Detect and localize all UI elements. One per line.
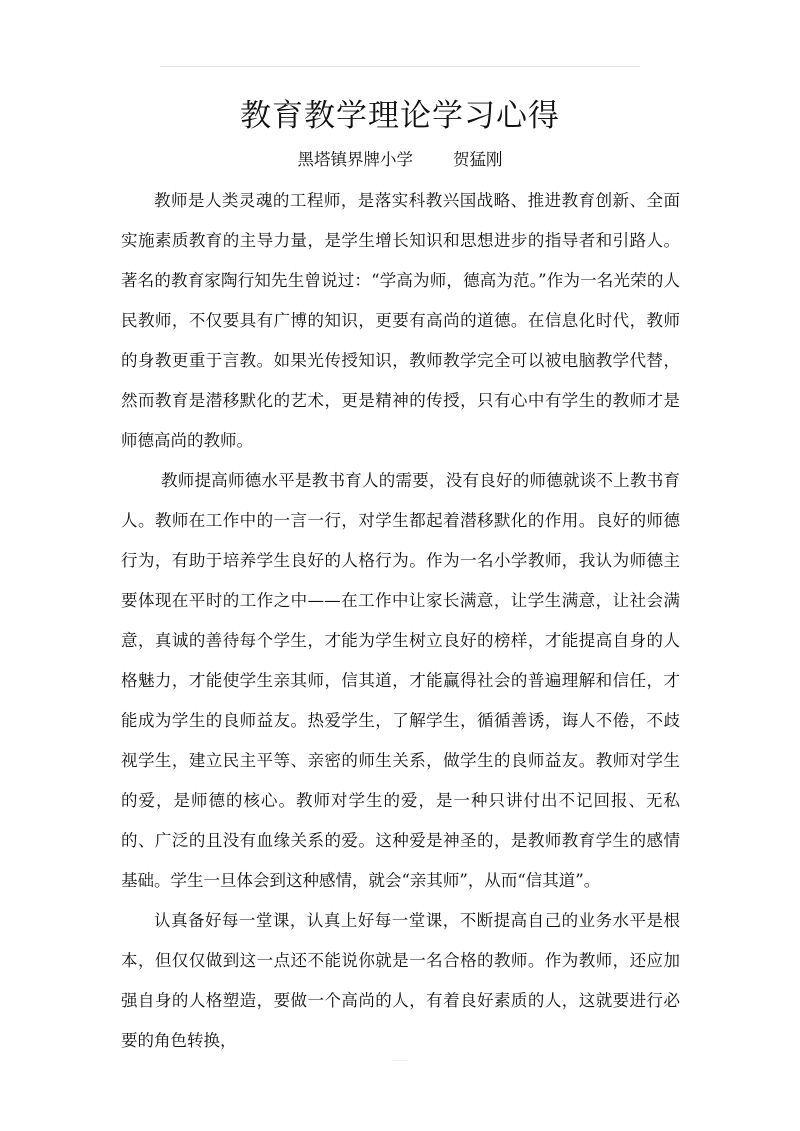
document-title: 教育教学理论学习心得 — [240, 98, 560, 134]
footer-mark — [392, 1060, 408, 1061]
header-rule — [160, 66, 640, 67]
author-name: 贺猛刚 — [453, 150, 503, 169]
author-line — [0, 147, 800, 173]
paragraph-2: 教师提高师德水平是教书育人的需要，没有良好的师德就谈不上教书育人。教师在工作中的一言一行，对学生都起着潜移默化的作用。良好的师德行为，有助于培养学生良好的人格行为。作为一名小学教师，我认为师德主要体现在平时的工作之中——在工作中让家长满意，让学生满意，让社会满意，真诚的善待每个学生，才能为学生树立良好的榜样，才能提高自身的人格魅力，才能使学生亲其师，信其道，才能赢得社会的普遍理解和信任，才能成为学生的良师益友。热爱学生，了解学生，循循善诱，诲人不倦，不歧视学生，建立民主平等、亲密的师生关系，做学生的良师益友。教师对学生的爱，是师德的核心。教师对学生的爱，是一种只讲付出不记回报、无私的、广泛的且没有血缘关系的爱。这种爱是神圣的，是教师教育学生的感情基础。学生一旦体会到这种感情，就会“亲其师”，从而“信其道”。 — [121, 471, 680, 890]
paragraph-1: 教师是人类灵魂的工程师，是落实科教兴国战略、推进教育创新、全面实施素质教育的主导力量，是学生增长知识和思想进步的指导者和引路人。著名的教育家陶行知先生曾说过：“学高为师，德高为范。”作为一名光荣的人民教师，不仅要具有广博的知识，更要有高尚的道德。在信息化时代，教师的身教更重于言教。如果光传授知识，教师教学完全可以被电脑教学代替，然而教育是潜移默化的艺术，更是精神的传授，只有心中有学生的教师才是师德高尚的教师。 — [121, 191, 680, 450]
document-body — [121, 181, 680, 1061]
paragraph-3: 认真备好每一堂课，认真上好每一堂课，不断提高自己的业务水平是根本，但仅仅做到这一点还不能说你就是一名合格的教师。作为教师，还应加强自身的人格塑造，要做一个高尚的人，有着良好素质的人，这就要进行必要的角色转换， — [121, 911, 680, 1050]
author-school: 黑塔镇界牌小学 — [297, 150, 413, 169]
